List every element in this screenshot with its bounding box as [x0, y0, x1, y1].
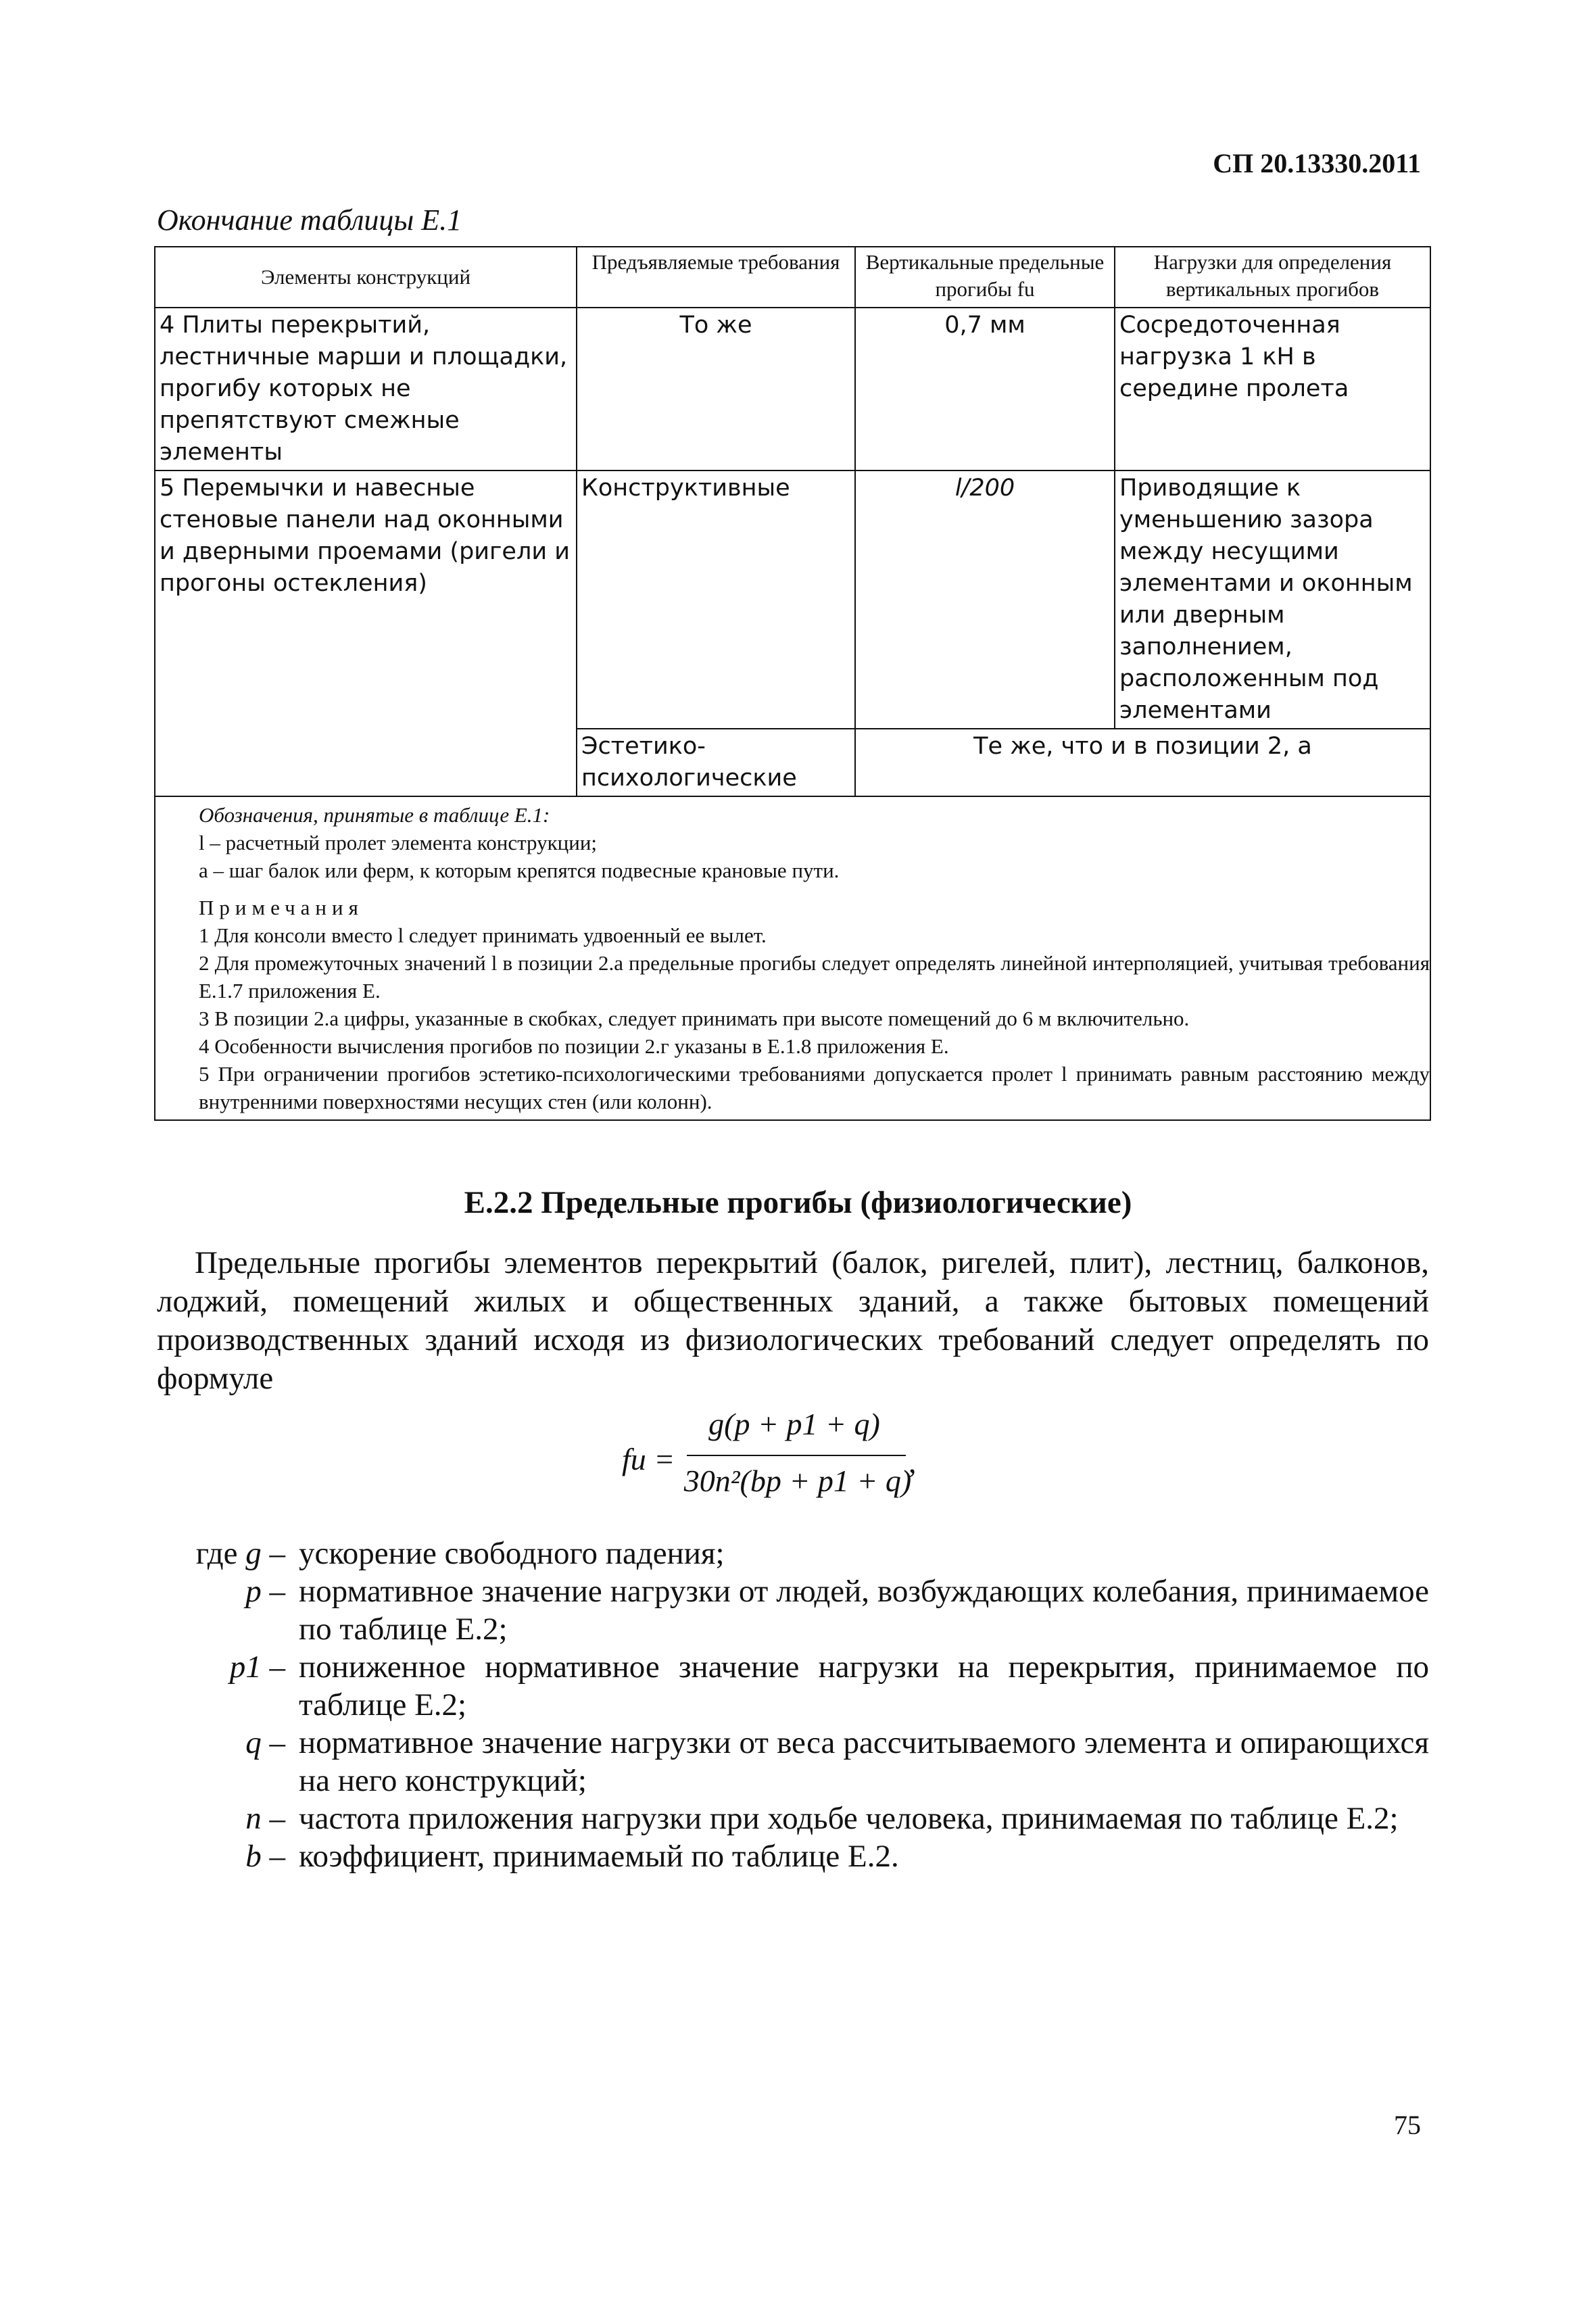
definition-symbol: g – [245, 1536, 285, 1571]
cell-element: 5 Перемычки и навесные стеновые панели над оконными и дверными проемами (ригели и прогоны остекления) [155, 471, 577, 796]
document-code: СП 20.13330.2011 [1213, 148, 1421, 178]
cell-deflection [855, 471, 1115, 729]
deflection-table [154, 246, 1431, 1121]
definition-text: нормативное значение нагрузки от людей, возбуждающих колебания, принимаемое по таблице Е.2; [299, 1574, 1429, 1647]
designation-item: а – шаг балок или ферм, к которым крепятся подвесные крановые пути. [199, 859, 840, 882]
table-row [155, 308, 1430, 471]
cell-load: Приводящие к уменьшению зазора между несущими элементами и оконным или дверным заполнением, расположенным под элементами [1115, 471, 1430, 729]
definition-item [157, 1648, 1429, 1724]
note-item: 1 Для консоли вместо l следует принимать удвоенный ее вылет. [199, 923, 767, 947]
definition-symbol: q – [245, 1725, 285, 1760]
table-header-row [155, 247, 1430, 308]
cell-merged-same-as: Те же, что и в позиции 2, а [855, 729, 1430, 796]
cell-requirement: Конструктивные [577, 471, 855, 729]
page-number: 75 [1394, 2110, 1421, 2140]
definition-item [157, 1572, 1429, 1648]
definition-text: пониженное нормативное значение нагрузки на перекрытия, принимаемое по таблице Е.2; [299, 1649, 1429, 1722]
deflection-value: l/200 [954, 475, 1015, 502]
definition-item [157, 1800, 1429, 1837]
note-item: 2 Для промежуточных значений l в позиции 2.а предельные прогибы следует определять линейной интерполяцией, учитывая требования Е.1.7 приложения Е. [199, 951, 1430, 1003]
notes-title: Примечания [199, 896, 364, 919]
column-header-deflection: Вертикальные предельные прогибы fu [855, 247, 1115, 308]
column-header-requirements: Предъявляемые требования [577, 247, 855, 308]
definition-item [157, 1535, 1429, 1572]
formula-trailing: , [909, 1445, 917, 1479]
cell-requirement: Эстетико-психологические [577, 729, 855, 796]
definition-symbol: n – [245, 1801, 285, 1836]
formula-denominator: 30n²(bp + p1 + q) [683, 1464, 912, 1498]
designations-title: Обозначения, принятые в таблице Е.1: [199, 803, 550, 827]
cell-deflection: 0,7 мм [855, 308, 1115, 471]
definition-symbol: p – [245, 1574, 285, 1609]
cell-requirement: То же [577, 308, 855, 471]
table-row [155, 471, 1430, 729]
section-paragraph: Предельные прогибы элементов перекрытий (балок, ригелей, плит), лестниц, балконов, лоджий, помещений жилых и общественных зданий, а также бытовых помещений производственных зданий исходя из физиологических требований следует определять по формуле [157, 1245, 1429, 1396]
definition-prefix: где [195, 1536, 246, 1571]
note-item: 4 Особенности вычисления прогибов по позиции 2.г указаны в Е.1.8 приложения Е. [199, 1034, 949, 1058]
definition-item [157, 1724, 1429, 1800]
deflection-formula [622, 1406, 973, 1514]
definition-symbol: p1 – [229, 1649, 285, 1685]
cell-element: 4 Плиты перекрытий, лестничные марши и площадки, прогибу которых не препятствуют смежные элементы [155, 308, 577, 471]
cell-load: Сосредоточенная нагрузка 1 кН в середине пролета [1115, 308, 1430, 471]
formula-lhs: fu = [622, 1442, 675, 1476]
definition-text: коэффициент, принимаемый по таблице Е.2. [299, 1839, 899, 1874]
definition-text: частота приложения нагрузки при ходьбе человека, принимаемая по таблице Е.2; [299, 1801, 1399, 1836]
definition-item [157, 1837, 1429, 1875]
definition-text: ускорение свободного падения; [299, 1536, 725, 1571]
symbol-definitions [157, 1535, 1429, 1875]
note-item: 3 В позиции 2.а цифры, указанные в скобках, следует принимать при высоте помещений до 6 м включительно. [199, 1007, 1190, 1030]
fraction-bar [687, 1455, 906, 1456]
column-header-loads: Нагрузки для определения вертикальных прогибов [1115, 247, 1430, 308]
definition-symbol: b – [245, 1839, 285, 1874]
column-header-elements: Элементы конструкций [155, 247, 577, 308]
formula-numerator: g(p + p1 + q) [708, 1407, 880, 1441]
designation-item: l – расчетный пролет элемента конструкции; [199, 831, 598, 854]
section-heading: Е.2.2 Предельные прогибы (физиологические) [464, 1185, 1132, 1220]
table-caption: Окончание таблицы Е.1 [157, 203, 462, 237]
definition-text: нормативное значение нагрузки от веса рассчитываемого элемента и опирающихся на него конструкций; [299, 1725, 1429, 1798]
table-notes [155, 796, 1430, 1120]
table-notes-row [155, 796, 1430, 1120]
note-item: 5 При ограничении прогибов эстетико-психологическими требованиями допускается пролет l принимать равным расстоянию между внутренними поверхностями несущих стен (или колонн). [199, 1062, 1430, 1113]
